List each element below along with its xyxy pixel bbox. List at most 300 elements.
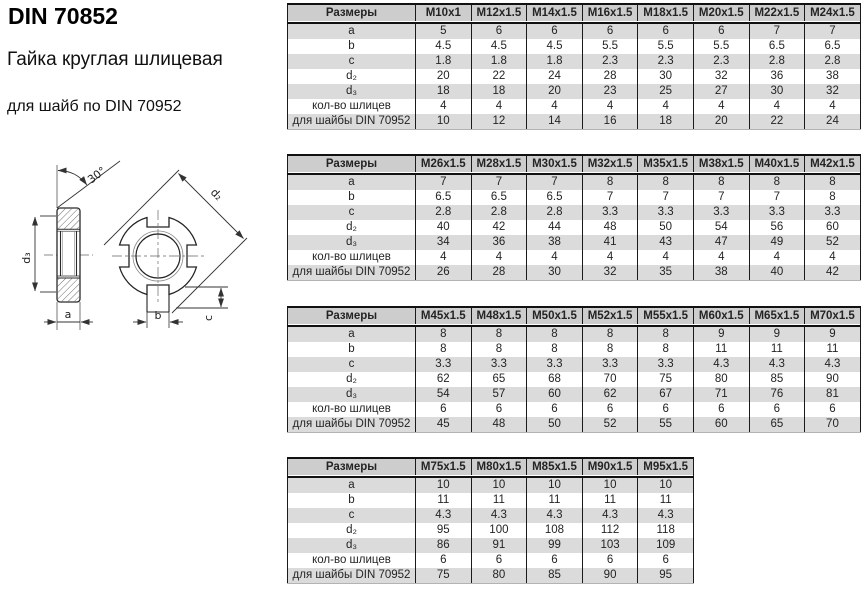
column-header: M10x1 xyxy=(416,4,472,21)
value-cell: 8 xyxy=(527,326,583,342)
value-cell: 20 xyxy=(527,84,583,99)
value-cell: 10 xyxy=(416,477,472,493)
column-header: M60x1.5 xyxy=(693,307,749,324)
value-cell: 6 xyxy=(638,553,694,568)
table-row xyxy=(288,402,861,417)
dim-label-b: b xyxy=(154,309,162,322)
table-corner-header: Размеры xyxy=(288,4,416,21)
value-cell: 4.3 xyxy=(805,357,861,372)
value-cell: 60 xyxy=(805,220,861,235)
page-title: DIN 70852 xyxy=(8,3,118,29)
value-cell: 4 xyxy=(582,99,638,114)
value-cell: 8 xyxy=(749,174,805,190)
table-row xyxy=(288,23,861,39)
value-cell: 20 xyxy=(693,114,749,130)
value-cell: 30 xyxy=(527,265,583,281)
value-cell: 9 xyxy=(805,326,861,342)
column-header: M52x1.5 xyxy=(582,307,638,324)
column-header: M80x1.5 xyxy=(471,458,527,475)
value-cell: 3.3 xyxy=(749,205,805,220)
value-cell: 109 xyxy=(638,538,694,553)
value-cell: 23 xyxy=(582,84,638,99)
value-cell: 7 xyxy=(749,23,805,39)
table-row xyxy=(288,508,694,523)
value-cell: 3.3 xyxy=(527,357,583,372)
row-label: a xyxy=(288,326,416,342)
value-cell: 112 xyxy=(582,523,638,538)
table-row xyxy=(288,326,861,342)
table-row xyxy=(288,387,861,402)
dim-label-d2: d₂ xyxy=(207,185,226,204)
value-cell: 36 xyxy=(749,69,805,84)
row-label: a xyxy=(288,174,416,190)
page-subtitle: Гайка круглая шлицевая xyxy=(7,49,223,70)
value-cell: 4.3 xyxy=(471,508,527,523)
value-cell: 76 xyxy=(749,387,805,402)
dimension-c xyxy=(176,287,228,308)
value-cell: 11 xyxy=(582,493,638,508)
value-cell: 6 xyxy=(582,553,638,568)
value-cell: 38 xyxy=(693,265,749,281)
value-cell: 95 xyxy=(416,523,472,538)
value-cell: 68 xyxy=(527,372,583,387)
column-header: M38x1.5 xyxy=(693,155,749,172)
value-cell: 49 xyxy=(749,235,805,250)
value-cell: 3.3 xyxy=(471,357,527,372)
value-cell: 8 xyxy=(416,326,472,342)
value-cell: 12 xyxy=(471,114,527,130)
value-cell: 4 xyxy=(582,250,638,265)
value-cell: 7 xyxy=(749,190,805,205)
side-view xyxy=(44,165,93,330)
value-cell: 100 xyxy=(471,523,527,538)
value-cell: 4 xyxy=(693,99,749,114)
value-cell: 43 xyxy=(638,235,694,250)
value-cell: 7 xyxy=(805,23,861,39)
column-header: M22x1.5 xyxy=(749,4,805,21)
value-cell: 30 xyxy=(749,84,805,99)
dim-label-c: c xyxy=(202,314,215,322)
row-label: d₂ xyxy=(288,372,416,387)
value-cell: 6.5 xyxy=(527,190,583,205)
row-label: d₂ xyxy=(288,69,416,84)
column-header: M18x1.5 xyxy=(638,4,694,21)
value-cell: 11 xyxy=(693,342,749,357)
dim-label-a: a xyxy=(64,308,72,321)
dimension-table xyxy=(287,457,694,584)
value-cell: 6 xyxy=(416,553,472,568)
value-cell: 7 xyxy=(582,190,638,205)
value-cell: 5 xyxy=(416,23,472,39)
dim-label-d3: d₃ xyxy=(20,252,33,264)
size-table-slot-2 xyxy=(287,154,861,281)
value-cell: 118 xyxy=(638,523,694,538)
column-header: M85x1.5 xyxy=(527,458,583,475)
value-cell: 2.8 xyxy=(749,54,805,69)
column-header: M45x1.5 xyxy=(416,307,472,324)
value-cell: 45 xyxy=(416,417,472,433)
value-cell: 4.3 xyxy=(416,508,472,523)
value-cell: 4.3 xyxy=(527,508,583,523)
column-header: M90x1.5 xyxy=(582,458,638,475)
value-cell: 3.3 xyxy=(582,205,638,220)
value-cell: 95 xyxy=(638,568,694,584)
value-cell: 4 xyxy=(471,99,527,114)
value-cell: 4 xyxy=(638,250,694,265)
table-row xyxy=(288,372,861,387)
value-cell: 7 xyxy=(416,174,472,190)
value-cell: 6 xyxy=(638,23,694,39)
row-label: d₃ xyxy=(288,84,416,99)
value-cell: 1.8 xyxy=(471,54,527,69)
value-cell: 6 xyxy=(527,553,583,568)
value-cell: 2.8 xyxy=(805,54,861,69)
table-row xyxy=(288,493,694,508)
value-cell: 4 xyxy=(749,250,805,265)
value-cell: 6.5 xyxy=(471,190,527,205)
table-row xyxy=(288,342,861,357)
value-cell: 35 xyxy=(638,265,694,281)
value-cell: 7 xyxy=(471,174,527,190)
row-label: кол-во шлицев xyxy=(288,99,416,114)
row-label: b xyxy=(288,342,416,357)
value-cell: 52 xyxy=(805,235,861,250)
value-cell: 90 xyxy=(582,568,638,584)
value-cell: 3.3 xyxy=(416,357,472,372)
value-cell: 60 xyxy=(693,417,749,433)
size-table-slot-1 xyxy=(287,3,861,130)
value-cell: 7 xyxy=(693,190,749,205)
front-view xyxy=(112,210,204,312)
table-row xyxy=(288,174,861,190)
value-cell: 50 xyxy=(638,220,694,235)
value-cell: 48 xyxy=(471,417,527,433)
value-cell: 80 xyxy=(693,372,749,387)
dimension-table xyxy=(287,154,861,281)
row-label: d₃ xyxy=(288,387,416,402)
value-cell: 42 xyxy=(471,220,527,235)
dimension-table xyxy=(287,306,861,433)
table-row xyxy=(288,523,694,538)
value-cell: 4.3 xyxy=(638,508,694,523)
value-cell: 8 xyxy=(693,174,749,190)
value-cell: 90 xyxy=(805,372,861,387)
value-cell: 5.5 xyxy=(693,39,749,54)
value-cell: 8 xyxy=(805,190,861,205)
value-cell: 6.5 xyxy=(416,190,472,205)
value-cell: 8 xyxy=(638,174,694,190)
table-corner-header: Размеры xyxy=(288,155,416,172)
value-cell: 4.5 xyxy=(527,39,583,54)
size-table-slot-4 xyxy=(287,457,694,584)
value-cell: 2.8 xyxy=(527,205,583,220)
value-cell: 11 xyxy=(527,493,583,508)
value-cell: 70 xyxy=(582,372,638,387)
value-cell: 38 xyxy=(527,235,583,250)
table-row xyxy=(288,114,861,130)
value-cell: 8 xyxy=(582,326,638,342)
column-header: M50x1.5 xyxy=(527,307,583,324)
row-label: b xyxy=(288,190,416,205)
value-cell: 6 xyxy=(471,553,527,568)
value-cell: 2.3 xyxy=(638,54,694,69)
row-label: c xyxy=(288,508,416,523)
value-cell: 6 xyxy=(416,402,472,417)
row-label: кол-во шлицев xyxy=(288,553,416,568)
table-row xyxy=(288,538,694,553)
value-cell: 2.8 xyxy=(471,205,527,220)
row-label: для шайбы DIN 70952 xyxy=(288,114,416,130)
table-row xyxy=(288,553,694,568)
value-cell: 36 xyxy=(471,235,527,250)
value-cell: 62 xyxy=(416,372,472,387)
value-cell: 4.3 xyxy=(693,357,749,372)
value-cell: 22 xyxy=(749,114,805,130)
row-label: для шайбы DIN 70952 xyxy=(288,568,416,584)
value-cell: 18 xyxy=(638,114,694,130)
value-cell: 2.3 xyxy=(582,54,638,69)
table-row xyxy=(288,190,861,205)
value-cell: 6 xyxy=(527,402,583,417)
column-header: M30x1.5 xyxy=(527,155,583,172)
value-cell: 8 xyxy=(805,174,861,190)
value-cell: 2.3 xyxy=(693,54,749,69)
value-cell: 6 xyxy=(638,402,694,417)
value-cell: 86 xyxy=(416,538,472,553)
value-cell: 11 xyxy=(471,493,527,508)
value-cell: 27 xyxy=(693,84,749,99)
column-header: M42x1.5 xyxy=(805,155,861,172)
value-cell: 8 xyxy=(527,342,583,357)
value-cell: 4 xyxy=(805,250,861,265)
value-cell: 60 xyxy=(527,387,583,402)
value-cell: 85 xyxy=(749,372,805,387)
value-cell: 65 xyxy=(471,372,527,387)
column-header: M24x1.5 xyxy=(805,4,861,21)
value-cell: 8 xyxy=(638,342,694,357)
value-cell: 81 xyxy=(805,387,861,402)
value-cell: 6 xyxy=(471,402,527,417)
table-row xyxy=(288,39,861,54)
value-cell: 1.8 xyxy=(527,54,583,69)
table-row xyxy=(288,568,694,584)
value-cell: 56 xyxy=(749,220,805,235)
value-cell: 11 xyxy=(638,493,694,508)
value-cell: 3.3 xyxy=(805,205,861,220)
value-cell: 4.3 xyxy=(582,508,638,523)
row-label: для шайбы DIN 70952 xyxy=(288,265,416,281)
value-cell: 71 xyxy=(693,387,749,402)
size-table-slot-3 xyxy=(287,306,861,433)
value-cell: 20 xyxy=(416,69,472,84)
row-label: c xyxy=(288,54,416,69)
value-cell: 42 xyxy=(805,265,861,281)
column-header: M20x1.5 xyxy=(693,4,749,21)
value-cell: 3.3 xyxy=(638,357,694,372)
value-cell: 50 xyxy=(527,417,583,433)
value-cell: 48 xyxy=(582,220,638,235)
row-label: c xyxy=(288,205,416,220)
value-cell: 4.5 xyxy=(471,39,527,54)
table-row xyxy=(288,250,861,265)
table-row xyxy=(288,265,861,281)
row-label: a xyxy=(288,477,416,493)
value-cell: 85 xyxy=(527,568,583,584)
row-label: кол-во шлицев xyxy=(288,402,416,417)
column-header: M32x1.5 xyxy=(582,155,638,172)
value-cell: 14 xyxy=(527,114,583,130)
value-cell: 6.5 xyxy=(805,39,861,54)
value-cell: 11 xyxy=(805,342,861,357)
value-cell: 32 xyxy=(805,84,861,99)
value-cell: 10 xyxy=(582,477,638,493)
value-cell: 2.8 xyxy=(416,205,472,220)
value-cell: 4 xyxy=(416,99,472,114)
value-cell: 24 xyxy=(527,69,583,84)
value-cell: 9 xyxy=(693,326,749,342)
value-cell: 3.3 xyxy=(638,205,694,220)
value-cell: 4 xyxy=(416,250,472,265)
value-cell: 6 xyxy=(749,402,805,417)
column-header: M40x1.5 xyxy=(749,155,805,172)
column-header: M75x1.5 xyxy=(416,458,472,475)
column-header: M26x1.5 xyxy=(416,155,472,172)
value-cell: 38 xyxy=(805,69,861,84)
row-label: c xyxy=(288,357,416,372)
value-cell: 52 xyxy=(582,417,638,433)
column-header: M70x1.5 xyxy=(805,307,861,324)
value-cell: 5.5 xyxy=(638,39,694,54)
value-cell: 80 xyxy=(471,568,527,584)
value-cell: 4.3 xyxy=(749,357,805,372)
value-cell: 1.8 xyxy=(416,54,472,69)
value-cell: 91 xyxy=(471,538,527,553)
row-label: для шайбы DIN 70952 xyxy=(288,417,416,433)
value-cell: 32 xyxy=(582,265,638,281)
value-cell: 34 xyxy=(416,235,472,250)
column-header: M95x1.5 xyxy=(638,458,694,475)
column-header: M16x1.5 xyxy=(582,4,638,21)
value-cell: 6 xyxy=(693,23,749,39)
value-cell: 8 xyxy=(638,326,694,342)
row-label: b xyxy=(288,39,416,54)
value-cell: 6.5 xyxy=(749,39,805,54)
table-corner-header: Размеры xyxy=(288,458,416,475)
column-header: M12x1.5 xyxy=(471,4,527,21)
column-header: M28x1.5 xyxy=(471,155,527,172)
value-cell: 8 xyxy=(471,342,527,357)
value-cell: 54 xyxy=(693,220,749,235)
value-cell: 10 xyxy=(638,477,694,493)
column-header: M14x1.5 xyxy=(527,4,583,21)
table-row xyxy=(288,54,861,69)
table-row xyxy=(288,205,861,220)
value-cell: 18 xyxy=(471,84,527,99)
value-cell: 4 xyxy=(527,250,583,265)
value-cell: 62 xyxy=(582,387,638,402)
column-header: M48x1.5 xyxy=(471,307,527,324)
dimension-d3 xyxy=(35,216,56,292)
value-cell: 67 xyxy=(638,387,694,402)
value-cell: 6 xyxy=(471,23,527,39)
row-label: b xyxy=(288,493,416,508)
value-cell: 4 xyxy=(527,99,583,114)
value-cell: 6 xyxy=(582,402,638,417)
value-cell: 10 xyxy=(471,477,527,493)
value-cell: 4 xyxy=(805,99,861,114)
table-row xyxy=(288,417,861,433)
value-cell: 18 xyxy=(416,84,472,99)
value-cell: 10 xyxy=(527,477,583,493)
value-cell: 75 xyxy=(416,568,472,584)
value-cell: 4 xyxy=(638,99,694,114)
value-cell: 28 xyxy=(471,265,527,281)
value-cell: 8 xyxy=(416,342,472,357)
value-cell: 54 xyxy=(416,387,472,402)
table-row xyxy=(288,357,861,372)
value-cell: 6 xyxy=(693,402,749,417)
row-label: кол-во шлицев xyxy=(288,250,416,265)
table-corner-header: Размеры xyxy=(288,307,416,324)
row-label: d₂ xyxy=(288,220,416,235)
technical-drawing xyxy=(0,148,270,388)
value-cell: 4.5 xyxy=(416,39,472,54)
value-cell: 47 xyxy=(693,235,749,250)
value-cell: 65 xyxy=(749,417,805,433)
value-cell: 6 xyxy=(527,23,583,39)
value-cell: 103 xyxy=(582,538,638,553)
table-row xyxy=(288,99,861,114)
value-cell: 11 xyxy=(749,342,805,357)
value-cell: 40 xyxy=(416,220,472,235)
value-cell: 11 xyxy=(416,493,472,508)
value-cell: 41 xyxy=(582,235,638,250)
row-label: d₂ xyxy=(288,523,416,538)
value-cell: 22 xyxy=(471,69,527,84)
value-cell: 24 xyxy=(805,114,861,130)
dimension-table xyxy=(287,3,861,130)
value-cell: 6 xyxy=(805,402,861,417)
dimension-angle xyxy=(57,161,120,208)
table-row xyxy=(288,477,694,493)
dim-label-angle: 30° xyxy=(85,164,109,187)
value-cell: 8 xyxy=(471,326,527,342)
column-header: M55x1.5 xyxy=(638,307,694,324)
table-row xyxy=(288,220,861,235)
column-header: M65x1.5 xyxy=(749,307,805,324)
value-cell: 32 xyxy=(693,69,749,84)
value-cell: 26 xyxy=(416,265,472,281)
value-cell: 4 xyxy=(471,250,527,265)
value-cell: 8 xyxy=(582,174,638,190)
value-cell: 3.3 xyxy=(582,357,638,372)
value-cell: 108 xyxy=(527,523,583,538)
value-cell: 10 xyxy=(416,114,472,130)
row-label: a xyxy=(288,23,416,39)
value-cell: 4 xyxy=(693,250,749,265)
value-cell: 5.5 xyxy=(582,39,638,54)
value-cell: 8 xyxy=(582,342,638,357)
table-row xyxy=(288,235,861,250)
value-cell: 40 xyxy=(749,265,805,281)
value-cell: 7 xyxy=(638,190,694,205)
value-cell: 3.3 xyxy=(693,205,749,220)
row-label: d₃ xyxy=(288,235,416,250)
value-cell: 70 xyxy=(805,417,861,433)
row-label: d₃ xyxy=(288,538,416,553)
value-cell: 16 xyxy=(582,114,638,130)
value-cell: 75 xyxy=(638,372,694,387)
